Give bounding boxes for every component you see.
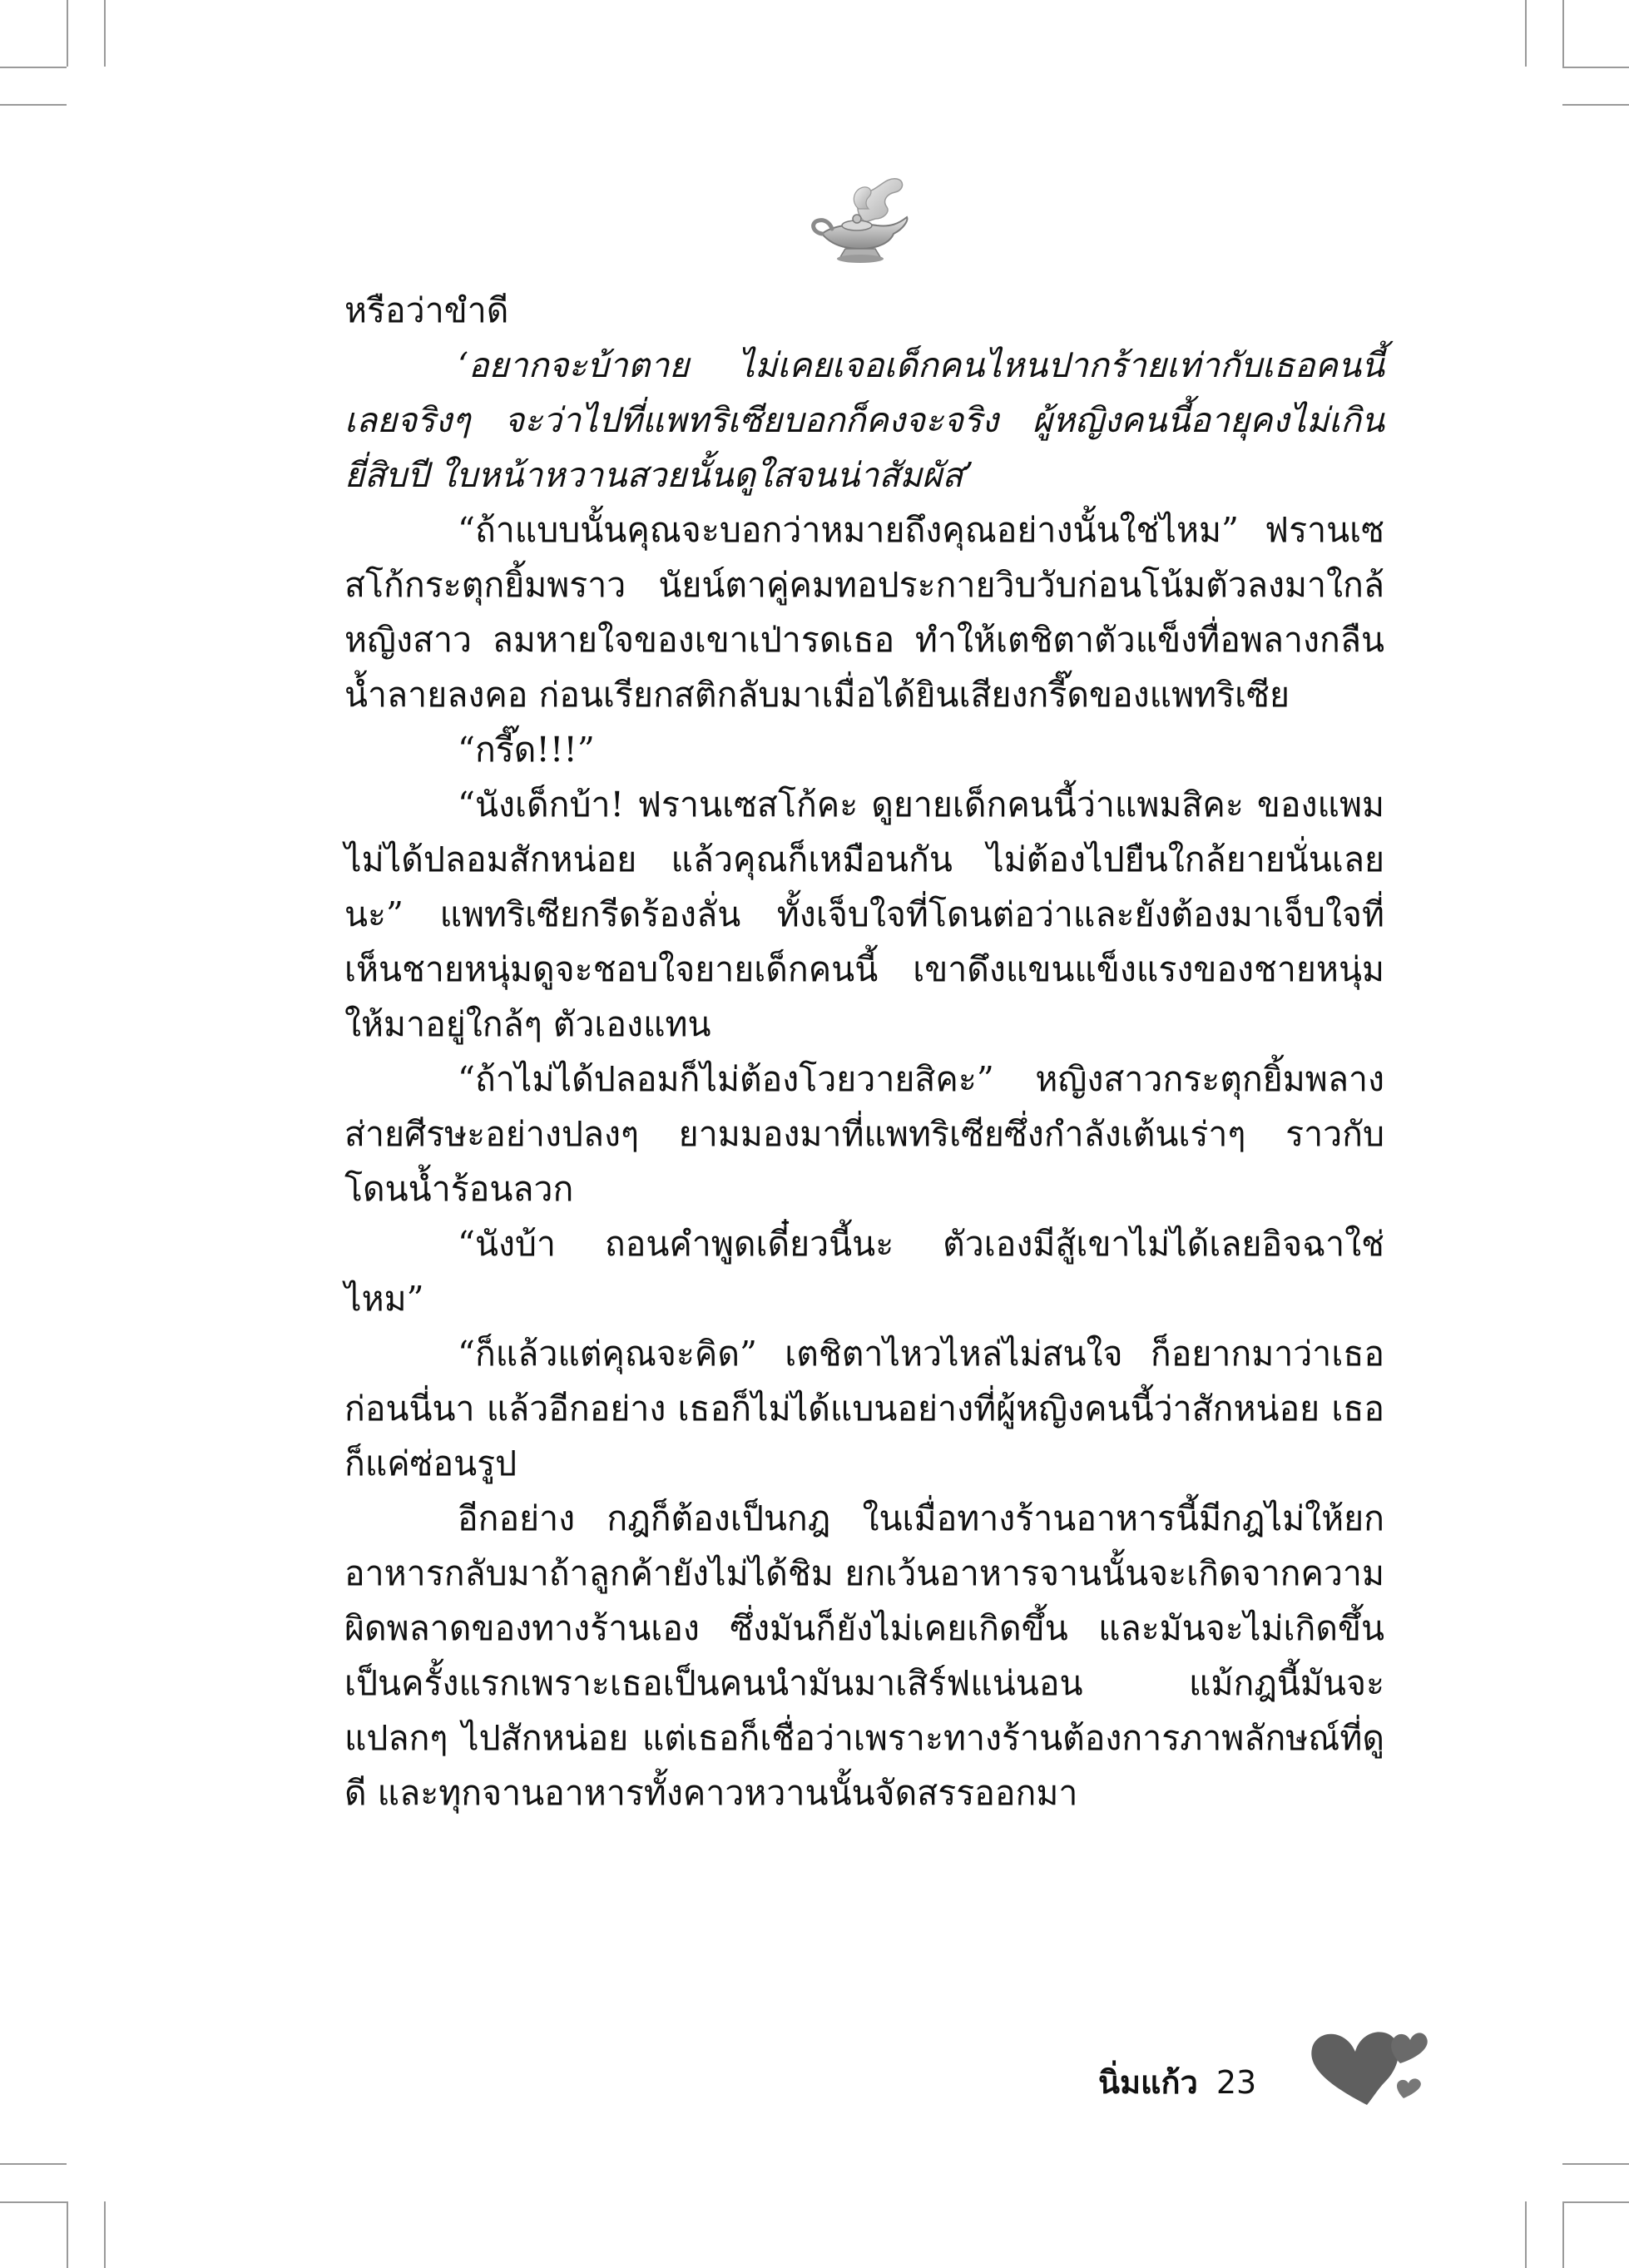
- crop-mark: [67, 2201, 68, 2268]
- chapter-body: [344, 283, 1384, 1820]
- crop-mark: [0, 2163, 67, 2165]
- crop-mark: [1562, 2163, 1629, 2165]
- crop-mark: [104, 2201, 106, 2268]
- paragraph: “ถ้าแบบนั้นคุณจะบอกว่าหมายถึงคุณอย่างนั้นใช่ไหม” ฟรานเซสโก้กระตุกยิ้มพราว นัยน์ตาคู่คมทอประกายวิบวับก่อนโน้มตัวลงมาใกล้หญิงสาว ลมหายใจของเขาเป่ารดเธอ ทำให้เตชิตาตัวแข็งทื่อพลางกลืนน้ำลายลงคอ ก่อนเรียกสติกลับมาเมื่อได้ยินเสียงกรี๊ดของแพทริเซีย: [344, 510, 1384, 715]
- page-number: 23: [1216, 2064, 1257, 2101]
- paragraph-inner-thought: ‘อยากจะบ้าตาย ไม่เคยเจอเด็กคนไหนปากร้ายเท่ากับเธอคนนี้เลยจริงๆ จะว่าไปที่แพทริเซียบอกก็คงจะจริง ผู้หญิงคนนี้อายุคงไม่เกินยี่สิบปี ใบหน้าหวานสวยนั้นดูใสจนน่าสัมผัส’: [344, 345, 1384, 495]
- crop-mark: [0, 67, 67, 68]
- paragraph: “นังบ้า ถอนคำพูดเดี๋ยวนี้นะ ตัวเองมีสู้เขาไม่ได้เลยอิจฉาใช่ไหม”: [344, 1224, 1384, 1319]
- crop-mark: [1562, 0, 1564, 67]
- crop-mark: [1562, 2201, 1564, 2268]
- paragraph: “ถ้าไม่ได้ปลอมก็ไม่ต้องโวยวายสิคะ” หญิงสาวกระตุกยิ้มพลางส่ายศีรษะอย่างปลงๆ ยามมองมาที่แพทริเซียซึ่งกำลังเต้นเร่าๆ ราวกับโดนน้ำร้อนลวก: [344, 1059, 1384, 1209]
- paragraph: อีกอย่าง กฎก็ต้องเป็นกฎ ในเมื่อทางร้านอาหารนี้มีกฎไม่ให้ยกอาหารกลับมาถ้าลูกค้ายังไม่ได้ชิม ยกเว้นอาหารจานนั้นจะเกิดจากความผิดพลาดของทางร้านเอง ซึ่งมันก็ยังไม่เคยเกิดขึ้น และมันจะไม่เกิดขึ้นเป็นครั้งแรกเพราะเธอเป็นคนนำมันมาเสิร์ฟแน่นอน แม้กฎนี้มันจะแปลกๆ ไปสักหน่อย แต่เธอก็เชื่อว่าเพราะทางร้านต้องการภาพลักษณ์ที่ดูดี และทุกจานอาหารทั้งคาวหวานนั้นจัดสรรออกมา: [344, 1498, 1384, 1813]
- genie-lamp-icon: [807, 171, 915, 270]
- page-footer: [1098, 2022, 1431, 2113]
- paragraph: “ก็แล้วแต่คุณจะคิด” เตชิตาไหวไหล่ไม่สนใจ ก็อยากมาว่าเธอก่อนนี่นา แล้วอีกอย่าง เธอก็ไม่ได้แบนอย่างที่ผู้หญิงคนนี้ว่าสักหน่อย เธอก็แค่ซ่อนรูป: [344, 1334, 1384, 1483]
- crop-mark: [1562, 2201, 1629, 2203]
- paragraph: “นังเด็กบ้า! ฟรานเซสโก้คะ ดูยายเด็กคนนี้ว่าแพมสิคะ ของแพมไม่ได้ปลอมสักหน่อย แล้วคุณก็เหมือนกัน ไม่ต้องไปยืนใกล้ยายนั่นเลยนะ” แพทริเซียกรีดร้องลั่น ทั้งเจ็บใจที่โดนต่อว่าและยังต้องมาเจ็บใจที่เห็นชายหนุ่มดูจะชอบใจยายเด็กคนนี้ เขาดึงแขนแข็งแรงของชายหนุ่มให้มาอยู่ใกล้ๆ ตัวเองแทน: [344, 785, 1384, 1044]
- crop-mark: [104, 0, 106, 67]
- author-name: นิ่มแก้ว: [1098, 2064, 1198, 2101]
- footer-label: [1098, 2057, 1256, 2107]
- paragraph: “กรี๊ด!!!”: [458, 730, 595, 770]
- crop-mark: [1525, 0, 1527, 67]
- crop-mark: [0, 104, 67, 106]
- crop-mark: [1562, 104, 1629, 106]
- hearts-icon: [1302, 2022, 1431, 2113]
- crop-mark: [67, 0, 68, 67]
- paragraph: หรือว่าขำดี: [344, 290, 509, 330]
- crop-mark: [1562, 67, 1629, 68]
- crop-mark: [1525, 2201, 1527, 2268]
- crop-mark: [0, 2201, 67, 2203]
